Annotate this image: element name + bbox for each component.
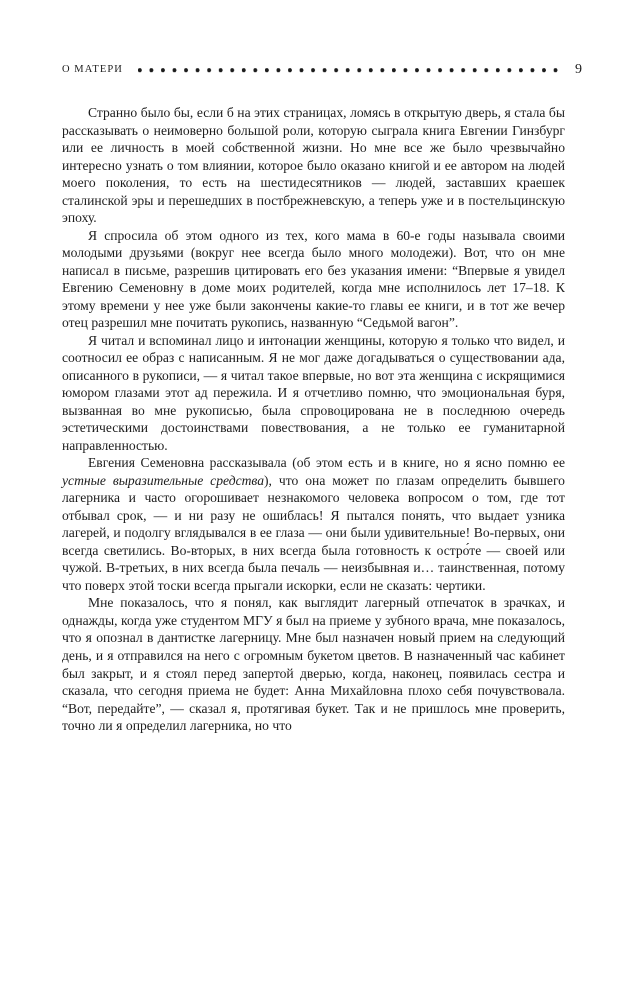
running-header-title: О МАТЕРИ — [62, 63, 123, 75]
paragraph-4-trail-text: ), что она может по глазам определить бывшего лагерника и часто огорошивает незнакомого человека вопросом о том, где тот отбывал срок, — и ни разу не ошиблась! Я пытался понять, что выдает узника лагерей, и подолгу вглядывался в ее глаза — они были удивительные! Во-первых, они всегда светились. Во-вторых, в них всегда была готовность к остро́те — своей или чужой. В-третьих, в них всегда была печаль — неизбывная и… таинственная, потому что поверх этой тоски всегда прыгали искорки, если не сказать: чертики. — [62, 472, 565, 593]
paragraph-1: Странно было бы, если б на этих страницах, ломясь в открытую дверь, я стала бы рассказывать о неимоверно большой роли, которую сыграла книга Евгении Гинзбург или ее личность в моей собственной жизни. Но мне все же было чрезвычайно интересно узнать о том влиянии, которое было оказано книгой и ее автором на людей моего поколения, то есть на шестидесятников — людей, заставших краешек сталинской эры и перешедших в постбрежневскую, а теперь уже и в постельцинскую эпоху. — [62, 105, 565, 226]
body-text-block — [62, 104, 565, 735]
paragraph-5: Мне показалось, что я понял, как выглядит лагерный отпечаток в зрачках, и однажды, когда уже студентом МГУ я был на приеме у зубного врача, мне показалось, что я опознал в дантистке лагерницу. Мне был назначен новый прием на следующий день, и я отправился на него с огромным букетом цветов. В назначенный час кабинет был закрыт, и я стоял перед запертой дверью, когда, наконец, появилась сестра и сказала, что сегодня приема не будет: Анна Михайловна плохо себя почувствовала. “Вот, передайте”, — сказал я, протягивая букет. Так и не пришлось мне проверить, точно ли я определил лагерника, но что — [62, 595, 565, 734]
page-number: 9 — [575, 62, 582, 77]
running-header — [62, 61, 582, 79]
paragraph-2: Я спросила об этом одного из тех, кого мама в 60-е годы называла своими молодыми друзьями (вокруг нее всегда было много молодежи). Вот, что он мне написал в письме, разрешив цитировать его без указания имени: “Впервые я увидел Евгению Семеновну в доме моих родителей, когда мне исполнилось лет 17–18. К этому времени у нее уже были закончены какие-то главы ее книги, и в тот же вечер отец разрешил мне почитать рукопись, названную “Седьмой вагон”. — [62, 227, 565, 331]
paragraph-4 — [62, 454, 565, 594]
paragraph-3: Я читал и вспоминал лицо и интонации женщины, которую я только что видел, и соотносил ее образ с написанным. Я не мог даже догадываться о существовании ада, описанного в рукописи, — я читал такое впервые, но вот эта женщина с искрящимися юмором глазами этот ад пережила. И я отчетливо помню, что эмоциональная буря, вызванная во мне рукописью, была спровоцирована не в последнюю очередь эстетическими достоинствами повествования, а не только ее гуманитарной направленностью. — [62, 332, 565, 453]
dotted-leader — [138, 64, 562, 76]
paragraph-4-emphasis: устные выразительные средства — [62, 472, 265, 488]
paragraph-4-lead-text: Евгения Семеновна рассказывала (об этом есть и в книге, но я ясно помню ее — [88, 455, 565, 471]
